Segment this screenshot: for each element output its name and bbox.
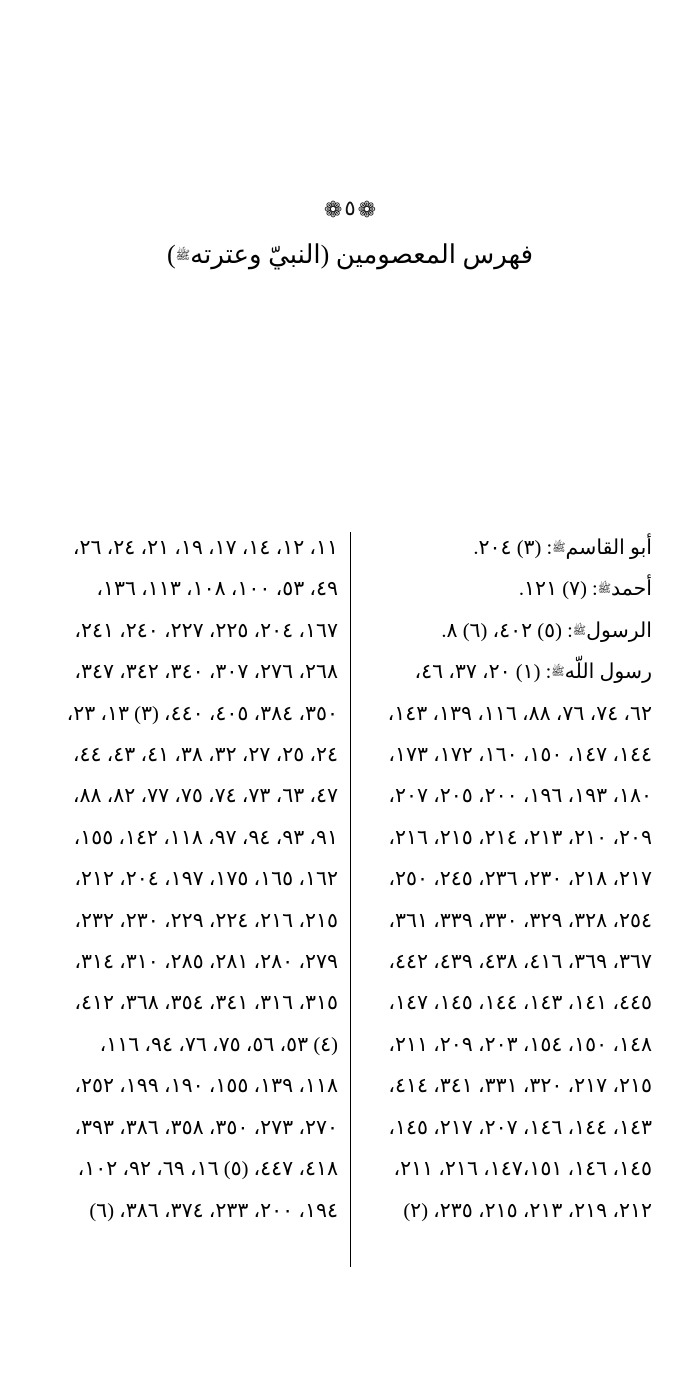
page-number-row: ٤١٨، ٤٤٧، (٥) ١٦، ٦٩، ٩٢، ١٠٢،: [77, 1158, 338, 1181]
index-column-left: [48, 528, 348, 1232]
entry-pages: : (١) ٢٠، ٣٧، ٤٦،: [414, 661, 552, 684]
entry-pages: : (٣) ٢٠٤.: [473, 537, 553, 559]
page-number-row: ٣١٥، ٣١٦، ٣٤١، ٣٥٤، ٣٦٨، ٤١٢،: [74, 992, 338, 1015]
entry-pages: : (٧) ١٢١.: [518, 578, 598, 601]
page-number-row: ٢٧٩، ٢٨٠، ٢٨١، ٢٨٥، ٣١٠، ٣١٤،: [74, 951, 338, 974]
page-number-row: ١٦٢، ١٦٥، ١٧٥، ١٩٧، ٢٠٤، ٢١٢،: [74, 868, 338, 891]
index-entry: [362, 569, 652, 610]
page-number-row: ٣٦٧، ٣٦٩، ٤١٦، ٤٣٨، ٤٣٩، ٤٤٢،: [388, 951, 652, 974]
page-title-close: ): [166, 240, 176, 269]
page-number-row: ٤٧، ٦٣، ٧٣، ٧٤، ٧٥، ٧٧، ٨٢، ٨٨،: [72, 785, 338, 808]
page-number-row: ١٤٨، ١٥٠، ١٥٤، ٢٠٣، ٢٠٩، ٢١١،: [388, 1033, 652, 1056]
page-number-row: ٤٩، ٥٣، ١٠٠، ١٠٨، ١١٣، ١٣٦،: [96, 578, 338, 601]
column-divider: [350, 532, 351, 1267]
page-number-row: ٢١٥، ٢١٦، ٢٢٤، ٢٢٩، ٢٣٠، ٢٣٢،: [74, 909, 338, 932]
index-columns: [48, 528, 652, 1267]
honorific-icon: ﷺ: [175, 248, 191, 262]
page-number-row: ٩١، ٩٣، ٩٤، ٩٧، ١١٨، ١٤٢، ١٥٥،: [73, 826, 338, 849]
honorific-icon: ﷺ: [552, 542, 566, 554]
entry-pages: : (٥) ٤٠٢، (٦) ٨.: [441, 619, 573, 642]
page-number-row: ١٤٥، ١٤٦، ١٤٧،١٥١، ٢١٦، ٢١١،: [393, 1158, 652, 1181]
page-number-row: ١٦٧، ٢٠٤، ٢٢٥، ٢٢٧، ٢٤٠، ٢٤١،: [74, 619, 338, 642]
page-number-row: ١٤٤، ١٤٧، ١٥٠، ١٦٠، ١٧٢، ١٧٣،: [388, 744, 652, 767]
entry-name: أبو القاسم: [565, 537, 652, 559]
page-number-row: ٦٢، ٧٤، ٧٦، ٨٨، ١١٦، ١٣٩، ١٤٣،: [387, 702, 652, 725]
page-header: [0, 198, 700, 274]
honorific-icon: ﷺ: [551, 666, 565, 679]
page-title-text: فهرس المعصومين (النبيّ وعترته: [190, 240, 534, 269]
page-number-row: ٢١٥، ٢١٧، ٣٢٠، ٣٣١، ٣٤١، ٤١٤،: [388, 1075, 652, 1098]
ornament-right-icon: ❁: [323, 197, 343, 222]
honorific-icon: ﷺ: [572, 624, 587, 637]
document-page: [0, 198, 700, 1378]
entry-name: الرسول: [586, 619, 652, 642]
index-entry: [362, 652, 652, 693]
page-number: ٥: [344, 196, 356, 220]
index-entry: [362, 528, 652, 569]
page-number-row: ٢١٧، ٢١٨، ٢٣٠، ٢٣٦، ٢٤٥، ٢٥٠،: [388, 868, 652, 891]
page-number-row: ٢٧٠، ٢٧٣، ٣٥٠، ٣٥٨، ٣٨٦، ٣٩٣،: [74, 1116, 338, 1139]
ornament-left-icon: ❁: [357, 197, 377, 222]
page-number-row: ٢١٢، ٢١٩، ٢١٣، ٢١٥، ٢٣٥، (٢): [403, 1199, 652, 1222]
entry-name: أحمد: [611, 578, 652, 601]
page-number-row: ١٤٣، ١٤٤، ١٤٦، ٢٠٧، ٢١٧، ١٤٥،: [388, 1116, 652, 1139]
page-number-row: ٢٠٩، ٢١٠، ٢١٣، ٢١٤، ٢١٥، ٢١٦،: [388, 826, 652, 849]
page-number-row: ٤٤٥، ١٤١، ١٤٣، ١٤٤، ١٤٥، ١٤٧،: [388, 992, 652, 1015]
page-number-row: ٢٦٨، ٢٧٦، ٣٠٧، ٣٤٠، ٣٤٢، ٣٤٧،: [74, 661, 338, 684]
page-title: [0, 235, 700, 274]
page-number-row: (٤) ٥٣، ٥٦، ٧٥، ٧٦، ٩٤، ١١٦،: [99, 1033, 338, 1056]
index-entry: [362, 611, 652, 652]
honorific-icon: ﷺ: [597, 583, 612, 596]
index-column-right: [352, 528, 652, 1232]
page-number-row: ٣٥٠، ٣٨٤، ٤٠٥، ٤٤٠، (٣) ١٣، ٢٣،: [66, 702, 338, 725]
page-number-row: ١٨٠، ١٩٣، ١٩٦، ٢٠٠، ٢٠٥، ٢٠٧،: [388, 785, 652, 808]
page-number-row: ٢٤، ٢٥، ٢٧، ٣٢، ٣٨، ٤١، ٤٣، ٤٤،: [72, 744, 338, 767]
entry-name: رسول اللّه: [564, 661, 652, 684]
page-number-row: ١١٨، ١٣٩، ١٥٥، ١٩٠، ١٩٩، ٢٥٢،: [74, 1075, 338, 1098]
ornament-divider: [0, 198, 700, 221]
page-number-row: ١١، ١٢، ١٤، ١٧، ١٩، ٢١، ٢٤، ٢٦،: [72, 537, 338, 559]
page-number-row: ١٩٤، ٢٠٠، ٢٣٣، ٣٧٤، ٣٨٦، (٦): [89, 1199, 338, 1222]
page-number-row: ٢٥٤، ٣٢٨، ٣٢٩، ٣٣٠، ٣٣٩، ٣٦١،: [388, 909, 652, 932]
